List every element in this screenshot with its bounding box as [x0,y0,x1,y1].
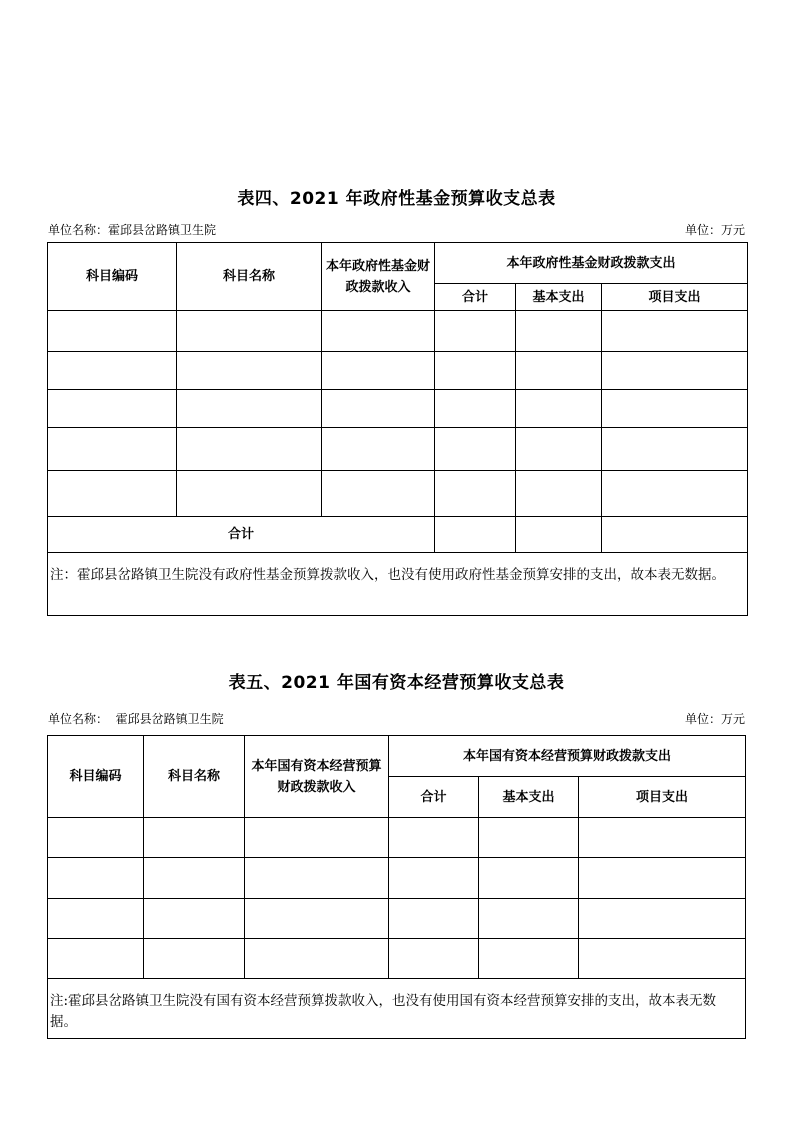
table-cell [48,311,177,352]
table5-header-code: 科目编码 [48,736,144,818]
table5-header-name: 科目名称 [144,736,245,818]
table-cell [602,352,748,390]
table-cell [435,390,516,428]
table-cell [602,471,748,517]
table5-header-income: 本年国有资本经营预算财政拨款收入 [245,736,389,818]
table-cell [144,818,245,858]
table-cell [48,471,177,517]
table-row [48,899,746,939]
table-cell [516,471,602,517]
table-cell [516,517,602,553]
table4-header-expense-group: 本年政府性基金财政拨款支出 [435,243,748,284]
table-cell [322,428,435,471]
table5-unit-name: 单位名称： 霍邱县岔路镇卫生院 [48,712,224,726]
table5-header-expense-group: 本年国有资本经营预算财政拨款支出 [389,736,746,777]
table-cell [144,939,245,979]
table-cell [579,818,746,858]
table-cell [389,939,479,979]
table4-total-row [48,517,748,553]
table-cell [389,858,479,899]
table5-header-project: 项目支出 [579,777,746,818]
table-cell [479,818,579,858]
table-cell [245,939,389,979]
table-cell [435,311,516,352]
table5 [47,735,746,1039]
table-cell [479,939,579,979]
table-cell [48,899,144,939]
table-cell [245,858,389,899]
table-cell [579,939,746,979]
table5-header-total: 合计 [389,777,479,818]
table4-header-income: 本年政府性基金财政拨款收入 [322,243,435,311]
table-row [48,352,748,390]
table-cell [177,352,322,390]
table-row [48,471,748,517]
table4-header-code: 科目编码 [48,243,177,311]
table-cell [48,818,144,858]
table4-note: 注：霍邱县岔路镇卫生院没有政府性基金预算拨款收入，也没有使用政府性基金预算安排的支出，故本表无数据。 [48,553,748,616]
table-cell [389,818,479,858]
table-cell [579,899,746,939]
table-cell [48,352,177,390]
table5-note: 注:霍邱县岔路镇卫生院没有国有资本经营预算拨款收入，也没有使用国有资本经营预算安排的支出，故本表无数据。 [48,979,746,1039]
table-cell [177,390,322,428]
table-cell [435,428,516,471]
table-cell [177,311,322,352]
table-cell [479,858,579,899]
table5-unit: 单位：万元 [684,712,745,726]
table4-total-label: 合计 [48,517,435,553]
table-cell [516,311,602,352]
table4-title: 表四、2021 年政府性基金预算收支总表 [237,189,556,209]
table-cell [177,471,322,517]
table4-unit-name: 单位名称：霍邱县岔路镇卫生院 [48,223,217,237]
table-row [48,390,748,428]
table-cell [516,390,602,428]
table-cell [516,428,602,471]
table-cell [322,390,435,428]
table-cell [48,428,177,471]
table-cell [48,939,144,979]
table-cell [322,471,435,517]
table-row [48,428,748,471]
table4-header-basic: 基本支出 [516,284,602,311]
table-row [48,818,746,858]
table-cell [435,471,516,517]
table4-header-project: 项目支出 [602,284,748,311]
table-cell [144,858,245,899]
table4 [47,242,748,616]
table-cell [245,818,389,858]
table5-header-basic: 基本支出 [479,777,579,818]
table-cell [602,517,748,553]
table-cell [389,899,479,939]
table4-header-total: 合计 [435,284,516,311]
table5-title: 表五、2021 年国有资本经营预算收支总表 [228,673,565,693]
table-cell [579,858,746,899]
table-cell [48,858,144,899]
table4-header-name: 科目名称 [177,243,322,311]
table-cell [435,352,516,390]
table-cell [435,517,516,553]
table-cell [144,899,245,939]
table4-unit: 单位：万元 [684,223,745,237]
table-cell [602,390,748,428]
table-row [48,311,748,352]
table-cell [322,311,435,352]
table-row [48,939,746,979]
table-cell [602,311,748,352]
table-cell [322,352,435,390]
table-cell [177,428,322,471]
table-cell [245,899,389,939]
table-cell [479,899,579,939]
table-cell [516,352,602,390]
table-row [48,858,746,899]
table-cell [602,428,748,471]
table-cell [48,390,177,428]
